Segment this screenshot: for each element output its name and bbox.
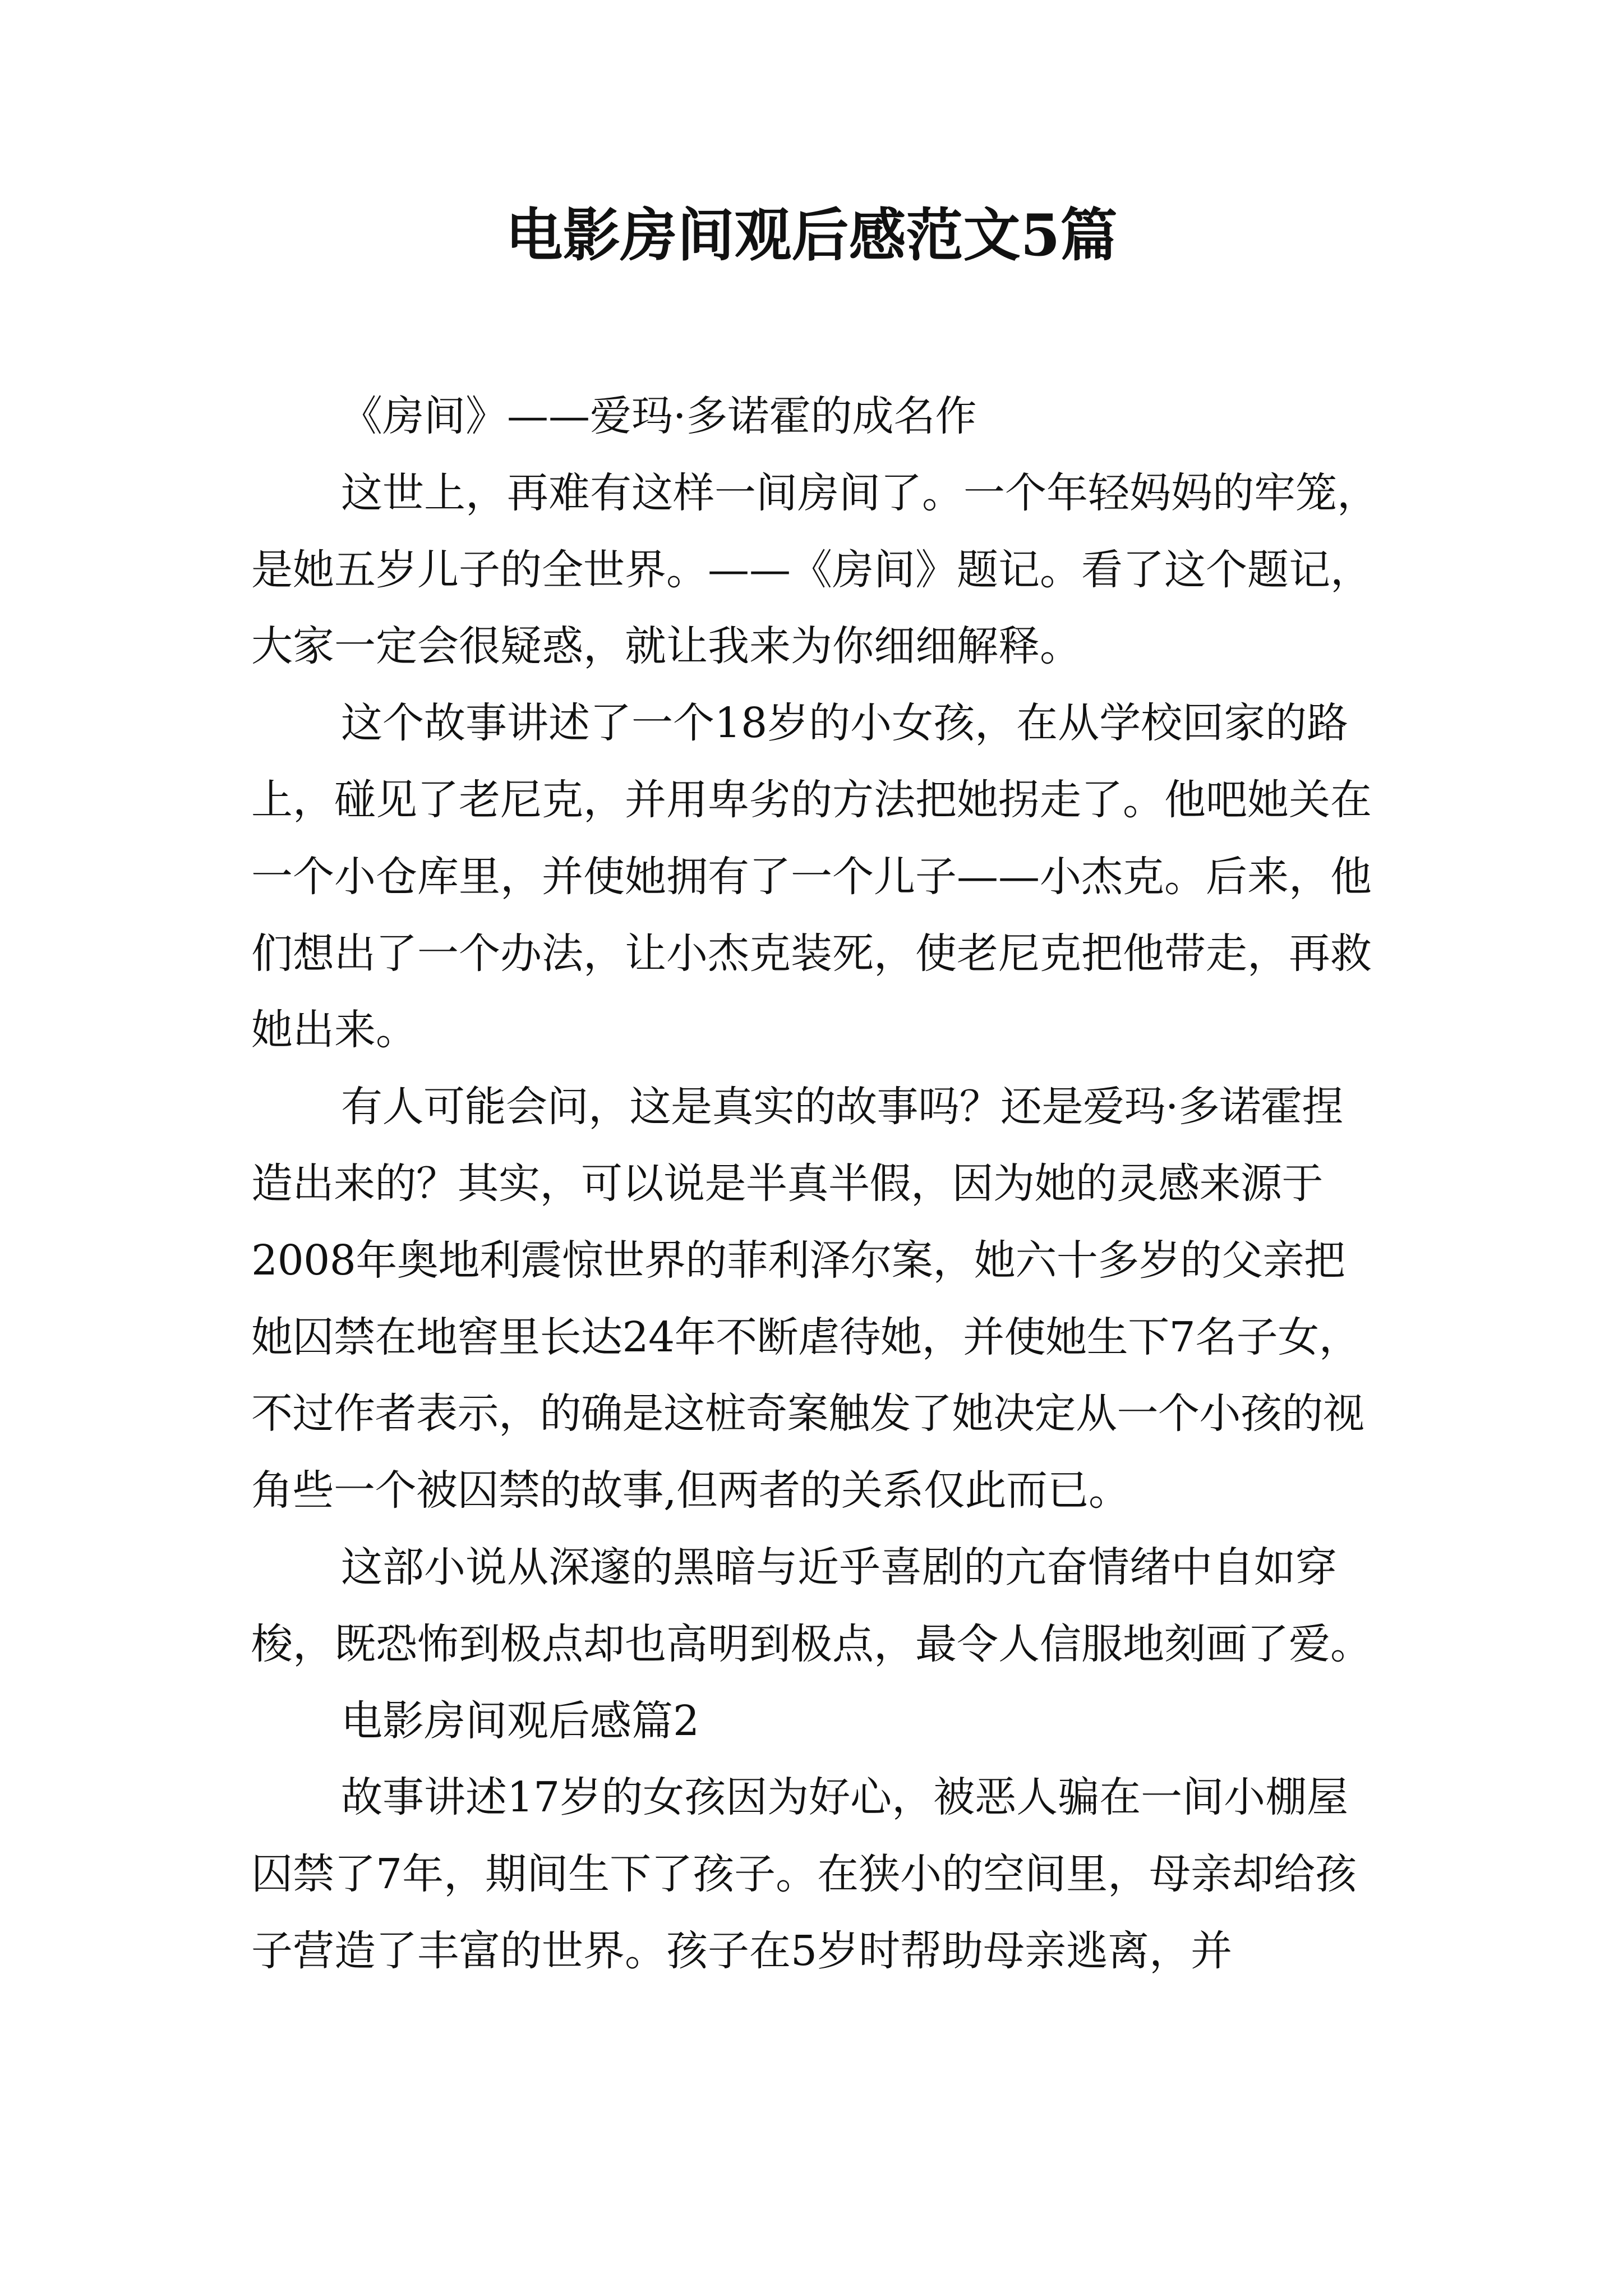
paragraph: 这世上，再难有这样一间房间了。一个年轻妈妈的牢笼，是她五岁儿子的全世界。——《房间》题记。看了这个题记，大家一定会很疑惑，就让我来为你细细解释。 <box>251 468 1378 671</box>
paragraph: 有人可能会问，这是真实的故事吗？还是爱玛·多诺霍捏造出来的？其实，可以说是半真半假，因为她的灵感来源于2008年奥地利震惊世界的菲利泽尔案，她六十多岁的父亲把她囚禁在地窖里长达24年不断虐待她，并使她生下7名子女，不过作者表示，的确是这桩奇案触发了她决定从一个小孩的视角些一个被囚禁的故事,但两者的关系仅此而已。 <box>251 1083 1364 1515</box>
section-heading: 电影房间观后感篇2 <box>341 1696 700 1745</box>
paragraph-subtitle: 《房间》——爱玛·多诺霍的成名作 <box>341 392 977 440</box>
paragraph: 这个故事讲述了一个18岁的小女孩，在从学校回家的路上，碰见了老尼克，并用卑劣的方法把她拐走了。他吧她关在一个小仓库里，并使她拥有了一个儿子——小杰克。后来，他们想出了一个办法，让小杰克装死，使老尼克把他带走，再救她出来。 <box>251 699 1372 1055</box>
document-title: 电影房间观后感范文5篇 <box>505 202 1118 269</box>
paragraph: 故事讲述17岁的女孩因为好心，被恶人骗在一间小棚屋囚禁了7年，期间生下了孩子。在狭小的空间里，母亲却给孩子营造了丰富的世界。孩子在5岁时帮助母亲逃离，并 <box>251 1773 1357 1975</box>
paragraph: 这部小说从深邃的黑暗与近乎喜剧的亢奋情绪中自如穿梭，既恐怖到极点却也高明到极点，最令人信服地刻画了爱。 <box>251 1543 1372 1668</box>
document-body <box>251 378 1378 1990</box>
